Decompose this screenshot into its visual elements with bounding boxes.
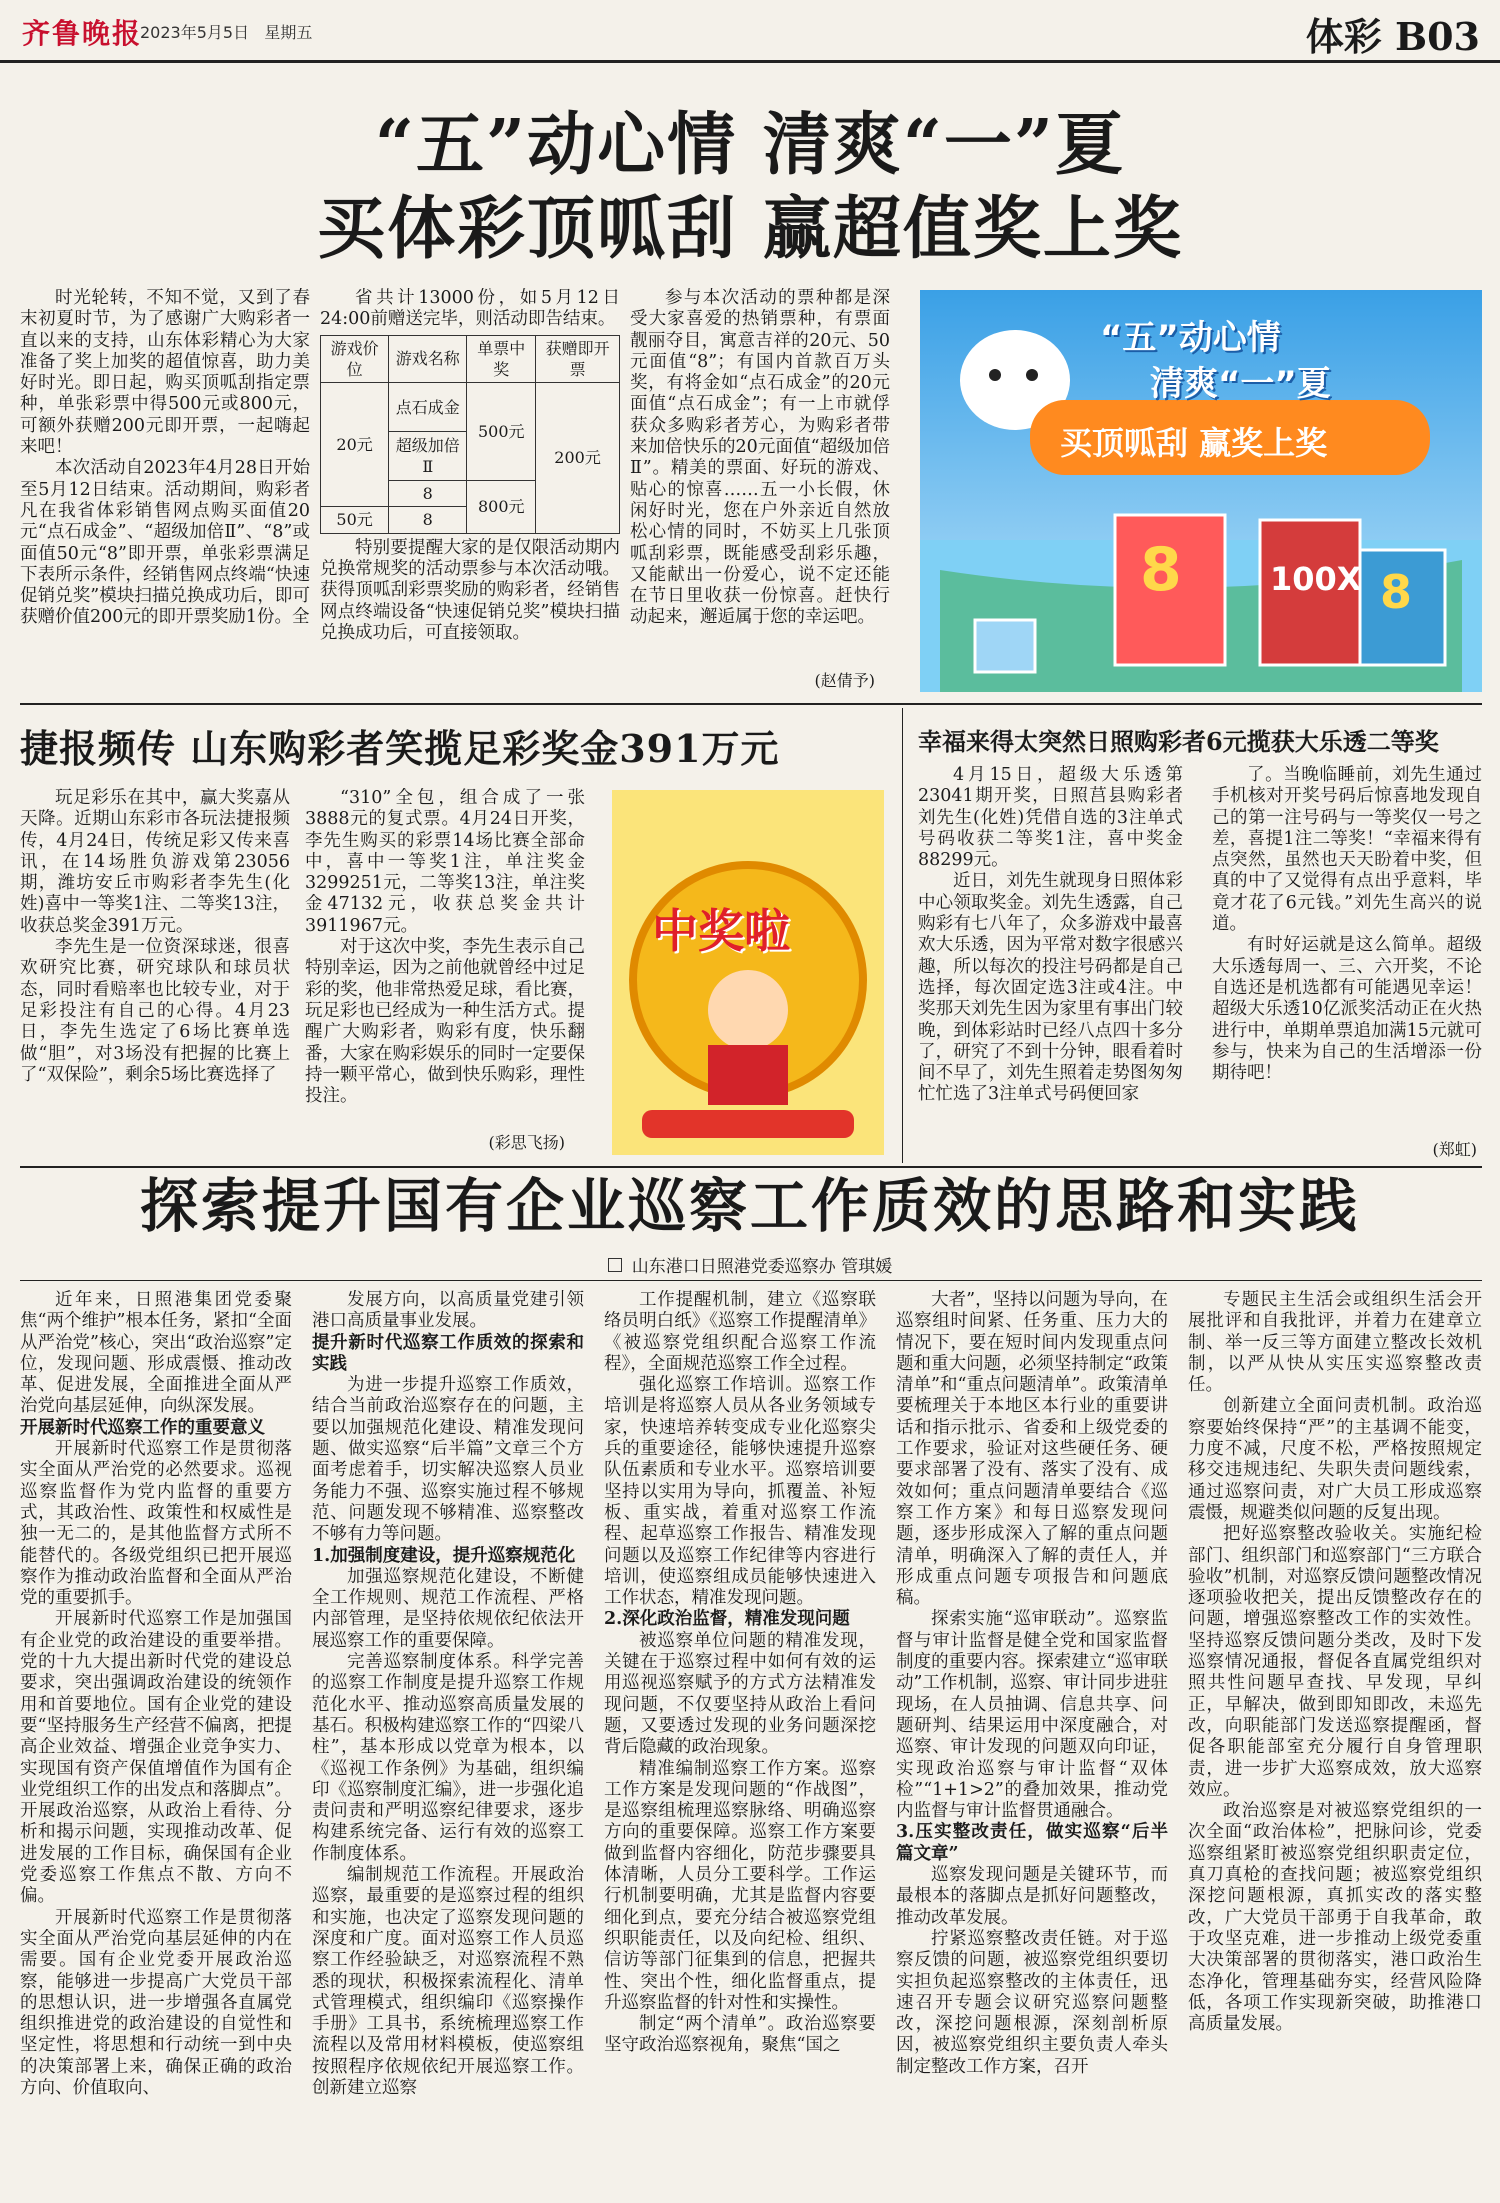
jackpot-image (612, 790, 884, 1155)
page-number: B03 (1395, 14, 1480, 59)
paragraph: 开展新时代巡察工作是贯彻落实全面从严治党向基层延伸的内在需要。国有企业党委开展政治巡察，能够进一步提高广大党员干部的思想认识，进一步增强各直属党组织推进党的政治建设的自觉性和坚定性，将思想和行动统一到中央的决策部署上来，确保正确的政治方向、价值取向、 (20, 1907, 292, 2098)
article-4-column-2 (312, 1290, 584, 2195)
paragraph: 近年来，日照港集团党委聚焦“两个维护”根本任务，紧扣“全面从严治党”核心，突出“政治巡察”定位，发现问题、形成震慑、推动改革、促进发展，全面推进全面从严治党向基层延伸，向纵深发展。 (20, 1290, 292, 1417)
paragraph: 了。当晚临睡前，刘先生通过手机核对开奖号码后惊喜地发现自己的第一注号码与一等奖仅一号之差，喜提1注二等奖！“幸福来得有点突然，虽然也天天盼着中奖，但真的中了又觉得有点出乎意料，毕竟才花了6元钱。”刘先生高兴的说道。 (1212, 765, 1482, 935)
ticket-label: 8 (1140, 535, 1182, 605)
paragraph: 近日，刘先生就现身日照体彩中心领取奖金。刘先生透露，自己购彩有七八年了，众多游戏中最喜欢大乐透，因为平常对数字很感兴趣，所以每次的投注号码都是自己选择，每次固定选3注或4注。中奖那天刘先生因为家里有事出门较晚，到体彩站时已经八点四十多分了，研究了不到十分钟，眼看着时间不早了，刘先生照着走势图匆匆忙忙选了3注单式号码便回家 (918, 871, 1183, 1105)
newspaper-logo: 齐鲁晚报 (22, 17, 143, 50)
article-3-column-2 (1212, 765, 1482, 1137)
subheading: 3.压实整改责任，做实巡察“后半篇文章” (896, 1822, 1168, 1864)
subheading: 2.深化政治监督，精准发现问题 (604, 1609, 850, 1630)
table-header: 获赠即开票 (536, 335, 620, 383)
article-2-column-2 (305, 788, 585, 1128)
paragraph: 特别要提醒大家的是仅限活动期内兑换常规奖的活动票参与本次活动哦。获得顶呱刮彩票奖励的购彩者，经销售网点终端设备“快速促销兑奖”模块扫描兑换成功后，可直接领取。 (320, 537, 620, 643)
subheading: 开展新时代巡察工作的重要意义 (20, 1417, 265, 1438)
square-icon (608, 1258, 622, 1272)
table-header-row (321, 335, 620, 383)
paragraph: 玩足彩乐在其中，赢大奖嘉从天降。近期山东彩市各玩法捷报频传，4月24日，传统足彩又传来喜讯，在14场胜负游戏第23056期，潍坊安丘市购彩者李先生(化姓)喜中一等奖1注、二等奖13注，收获总奖金391万元。 (20, 788, 290, 936)
paragraph: 开展新时代巡察工作是加强国有企业党的政治建设的重要举措。党的十九大提出新时代党的建设总要求，突出强调政治建设的统领作用和首要地位。国有企业党的建设要“坚持服务生产经营不偏离，把提高企业效益、增强企业竞争实力、实现国有资产保值增值作为国有企业党组织工作的出发点和落脚点”。开展政治巡察，从政治上看待、分析和揭示问题，实现推动改革、促进发展的工作目标，确保国有企业党委巡察工作焦点不散、方向不偏。 (20, 1609, 292, 1907)
article-4-column-4 (896, 1290, 1168, 2195)
table-header: 单票中奖 (467, 335, 536, 383)
ticket-label: 100X (1270, 560, 1362, 598)
headline-2: 捷报频传 山东购彩者笑揽足彩奖金391万元 (20, 726, 780, 771)
paragraph: 大者”，坚持以问题为导向，在巡察组时间紧、任务重、压力大的情况下，要在短时间内发现重点问题和重大问题，必须坚持制定“政策清单”和“重点问题清单”。政策清单要梳理关于本地区本行业的重要讲话和指示批示、省委和上级党委的工作要求，验证对这些硬任务、硬要求部署了没有、落实了没有、成效如何；重点问题清单要结合《巡察工作方案》和每日巡察发现问题，逐步形成深入了解的重点问题清单，明确深入了解的责任人，并形成重点问题专项报告和问题底稿。 (896, 1290, 1168, 1609)
issue-date (140, 20, 312, 43)
divider (20, 703, 1482, 705)
paragraph: 专题民主生活会或组织生活会开展批评和自我批评，并着力在建章立制、举一反三等方面建立整改长效机制，以严从快从实压实巡察整改责任。 (1188, 1290, 1482, 1396)
paragraph: 拧紧巡察整改责任链。对于巡察反馈的问题，被巡察党组织要切实担负起巡察整改的主体责任，迅速召开专题会议研究巡察问题整改，深挖问题根源，深刻剖析原因，被巡察党组织主要负责人牵头制定整改工作方案，召开 (896, 1928, 1168, 2077)
article-4-column-1 (20, 1290, 292, 2195)
jackpot-art (612, 790, 884, 1155)
article-1-column-3 (630, 288, 890, 668)
paragraph: 工作提醒机制，建立《巡察联络员明白纸》《巡察工作提醒清单》《被巡察党组织配合巡察工作流程》，全面规范巡察工作全过程。 (604, 1290, 876, 1374)
paragraph: 完善巡察制度体系。科学完善的巡察工作制度是提升巡察工作规范化水平、推动巡察高质量发展的基石。积极构建巡察工作的“四梁八柱”，基本形成以党章为根本，以《巡视工作条例》为基础，组织编印《巡察制度汇编》，进一步强化追责问责和严明巡察纪律要求，逐步构建系统完备、运行有效的巡察工作制度体系。 (312, 1652, 584, 1864)
gift-box-icon (975, 620, 1035, 672)
article-2-byline: (彩思飞扬) (488, 1133, 565, 1152)
promo-banner (920, 290, 1482, 692)
paragraph: 制定“两个清单”。政治巡察要坚守政治巡察视角，聚焦“国之 (604, 2014, 876, 2056)
paragraph: 强化巡察工作培训。巡察工作培训是将巡察人员从各业务领域专家，快速培养转变成专业化巡察尖兵的重要途径，能够快速提升巡察队伍素质和专业水平。巡察培训要坚持以实用为导向，抓覆盖、补短板、重实战，着重对巡察工作流程、起草巡察工作报告、精准发现问题以及巡察工作纪律等内容进行培训，使巡察组成员能够快速进入工作状态，精准发现问题。 (604, 1375, 876, 1609)
table-cell: 200元 (536, 383, 620, 534)
paragraph: 探索实施“巡审联动”。巡察监督与审计监督是健全党和国家监督制度的重要内容。探索建立“巡审联动”工作机制，巡察、审计同步进驻现场，在人员抽调、信息共享、问题研判、结果运用中深度融合，对巡察、审计发现的问题双向印证，实现政治巡察与审计监督“双体检”“1+1>2”的叠加效果，推动党内监督与审计监督贯通融合。 (896, 1609, 1168, 1822)
article-3-byline: (郑虹) (1432, 1140, 1477, 1159)
article-4-column-3 (604, 1290, 876, 2195)
paragraph: 加强巡察规范化建设，不断健全工作规则、规范工作流程、严格内部管理，是坚持依规依纪依法开展巡察工作的重要保障。 (312, 1566, 584, 1651)
paragraph: 发展方向，以高质量党建引领港口高质量事业发展。 (312, 1290, 584, 1332)
table-cell: 8 (389, 507, 467, 533)
banner-line-3: 买顶呱刮 赢奖上奖 (1060, 424, 1328, 462)
table-cell: 50元 (321, 507, 389, 533)
banner-line-2: 清爽“一”夏 (1150, 364, 1331, 404)
divider (20, 1280, 1482, 1281)
subheading: 提升新时代巡察工作质效的探索和实践 (312, 1332, 584, 1374)
paragraph: 对于这次中奖，李先生表示自己特别幸运，因为之前他就曾经中过足彩的奖，他非常热爱足球，看比赛，玩足彩也已经成为一种生活方式。提醒广大购彩者，购彩有度，快乐翻番，大家在购彩娱乐的同时一定要保持一颗平常心，做到快乐购彩，理性投注。 (305, 937, 585, 1107)
paragraph: 精准编制巡察工作方案。巡察工作方案是发现问题的“作战图”，是巡察组梳理巡察脉络、明确巡察方向的重要保障。巡察工作方案要做到监督内容细化，防范步骤要具体清晰，人员分工要科学。工作运行机制要明确，尤其是监督内容要细化到点，要充分结合被巡察党组织职能责任，以及向纪检、组织、信访等部门征集到的信息，把握共性、突出个性，细化监督重点，提升巡察监督的针对性和实操性。 (604, 1758, 876, 2013)
paragraph: 参与本次活动的票种都是深受大家喜爱的热销票种，有票面靓丽夺目，寓意吉祥的20元、50元面值“8”；有国内首款百万头奖，有将金如“点石成金”的20元面值“点石成金”；有一上市就俘获众多购彩者芳心，为购彩者带来加倍快乐的20元面值“超级加倍Ⅱ”。精美的票面、好玩的游戏、贴心的惊喜……五一小长假，休闲好时光，您在户外亲近自然放松心情的同时，不妨买上几张顶呱刮彩票，既能感受刮彩乐趣，又能献出一份爱心，说不定还能在节日里收获一份惊喜。赶快行动起来，邂逅属于您的幸运吧。 (630, 288, 890, 628)
article-4-column-5 (1188, 1290, 1482, 2195)
headline-1-line-1: “五”动心情 清爽“一”夏 (374, 105, 1126, 185)
paragraph: 编制规范工作流程。开展政治巡察，最重要的是巡察过程的组织和实施，也决定了巡察发现问题的深度和广度。面对巡察工作人员巡察工作经验缺乏，对巡察流程不熟悉的现状，积极探索流程化、清单式管理模式，组织编印《巡察操作手册》工具书，系统梳理巡察工作流程以及常用材料模板，使巡察组按照程序依规依纪开展巡察工作。创新建立巡察 (312, 1865, 584, 2098)
table-row (321, 383, 620, 432)
article-1-column-2 (320, 288, 620, 692)
headline-1-line-2: 买体彩顶呱刮 赢超值奖上奖 (317, 189, 1183, 269)
paragraph: 创新建立全面问责机制。政治巡察要始终保持“严”的主基调不能变，力度不减，尺度不松，严格按照规定移交违规违纪、失职失责问题线索，通过巡察问责，对广大员工形成巡察震慑，规避类似问题的反复出现。 (1188, 1396, 1482, 1523)
table-cell: 点石成金 (389, 383, 467, 432)
byline-text: 山东港口日照港党委巡察办 管琪媛 (631, 1257, 893, 1277)
table-header: 游戏名称 (389, 335, 467, 383)
paragraph: 有时好运就是这么简单。超级大乐透每周一、三、六开奖，不论自选还是机选都有可能遇见幸运！超级大乐透10亿派奖活动正在火热进行中，单期单票追加满15元就可参与，快来为自己的生活增添一份期待吧！ (1212, 935, 1482, 1084)
paragraph: 4月15日，超级大乐透第23041期开奖，日照莒县购彩者刘先生(化姓)凭借自选的3注单式号码收获二等奖1注，喜中奖金88299元。 (918, 765, 1183, 871)
masthead (0, 0, 1500, 63)
paragraph: 巡察发现问题是关键环节，而最根本的落脚点是抓好问题整改，推动改革发展。 (896, 1865, 1168, 1928)
date-text: 2023年5月5日 (140, 23, 250, 42)
paragraph: 为进一步提升巡察工作质效，结合当前政治巡察存在的问题，主要以加强规范化建设、精准发现问题、做实巡察“后半篇”文章三个方面考虑着手，切实解决巡察人员业务能力不强、巡察实施过程不够规范、问题发现不够精准、巡察整改不够有力等问题。 (312, 1375, 584, 1545)
weekday-text: 星期五 (264, 23, 313, 42)
article-3-column-1 (918, 765, 1183, 1160)
paragraph: 本次活动自2023年4月28日开始至5月12日结束。活动期间，购彩者凡在我省体彩销售网点购买面值20元“点石成金”、“超级加倍Ⅱ”、“8”或面值50元“8”即开票，单张彩票满足下表所示条件，经销售网点终端“快速促销兑奖”模块扫描兑换成功后，即可获赠价值200元的即开票奖励1份。全 (20, 458, 310, 628)
divider (902, 708, 903, 1163)
article-1-byline: (赵倩予) (814, 671, 875, 690)
article-4-byline (0, 1252, 1500, 1277)
paragraph: 时光轮转，不知不觉，又到了春末初夏时节，为了感谢广大购彩者一直以来的支持，山东体彩精心为大家准备了奖上加奖的超值惊喜，助力美好时光。即日起，购买顶呱刮指定票种，单张彩票中得500元或800元，可额外获赠200元即开票，一起嗨起来吧！ (20, 288, 310, 458)
headline-4: 探索提升国有企业巡察工作质效的思路和实践 (139, 1172, 1360, 1240)
headline-3: 幸福来得太突然日照购彩者6元揽获大乐透二等奖 (918, 727, 1439, 756)
prize-table (320, 335, 620, 534)
table-cell: 8 (389, 481, 467, 507)
table-cell: 超级加倍Ⅱ (389, 432, 467, 481)
ticket-label: 8 (1380, 565, 1413, 619)
table-cell: 800元 (467, 481, 536, 534)
paragraph: 政治巡察是对被巡察党组织的一次全面“政治体检”，把脉问诊，党委巡察组紧盯被巡察党组织职责定位，真刀真枪的查找问题；被巡察党组织深挖问题根源，真抓实改的落实整改，广大党员干部勇于自我革命，敢于攻坚克难，进一步推动上级党委重大决策部署的贯彻落实，港口政治生态净化，管理基础夯实，经营风险降低，各项工作实现新突破，助推港口高质量发展。 (1188, 1801, 1482, 2035)
article-2-column-1 (20, 788, 290, 1152)
section-name: 体彩 (1305, 14, 1382, 59)
jackpot-text: 中奖啦 (652, 904, 790, 958)
table-header: 游戏价位 (321, 335, 389, 383)
banner-line-1: “五”动心情 (1100, 318, 1281, 358)
paragraph: 被巡察单位问题的精准发现，关键在于巡察过程中如何有效的运用巡视巡察赋予的方式方法精准发现问题，不仅要坚持从政治上看问题，又要透过发现的业务问题深挖背后隐藏的政治现象。 (604, 1630, 876, 1758)
paragraph: 李先生是一位资深球迷，很喜欢研究比赛，研究球队和球员状态，同时看赔率也比较专业，对于足彩投注有自己的心得。4月23日，李先生选定了6场比赛单选做“胆”，对3场没有把握的比赛上了“双保险”，剩余5场比赛选择了 (20, 937, 290, 1085)
paragraph: 开展新时代巡察工作是贯彻落实全面从严治党的必然要求。巡视巡察监督作为党内监督的重要方式，其政治性、政策性和权威性是独一无二的，是其他监督方式所不能替代的。各级党组织已把开展巡察作为推动政治监督和全面从严治党的重要抓手。 (20, 1439, 292, 1609)
article-1-column-1 (20, 288, 310, 692)
subheading: 1.加强制度建设，提升巡察规范化 (312, 1545, 576, 1566)
table-cell: 500元 (467, 383, 536, 481)
section-label (1306, 6, 1480, 61)
paragraph: 省共计13000份，如5月12日24:00前赠送完毕，则活动即告结束。 (320, 288, 620, 330)
paragraph: 把好巡察整改验收关。实施纪检部门、组织部门和巡察部门“三方联合验收”机制，对巡察反馈问题整改情况逐项验收把关，提出反馈整改存在的问题，增强巡察整改工作的实效性。坚持巡察反馈问题分类改，及时下发巡察情况通报，督促各直属党组织对照共性问题早查找、早发现，早纠正，早解决，做到即知即改，未巡先改，向职能部门发送巡察提醒函，督促各职能部室充分履行自身管理职责，进一步扩大巡察成效，放大巡察效应。 (1188, 1524, 1482, 1800)
fortune-god-icon (708, 970, 788, 1050)
paragraph: “310”全包，组合成了一张3888元的复式票。4月24日开奖，李先生购买的彩票14场比赛全部命中，喜中一等奖1注，单注奖金3299251元，二等奖13注，单注奖金47132元，收获总奖金共计3911967元。 (305, 788, 585, 936)
table-cell: 20元 (321, 383, 389, 507)
